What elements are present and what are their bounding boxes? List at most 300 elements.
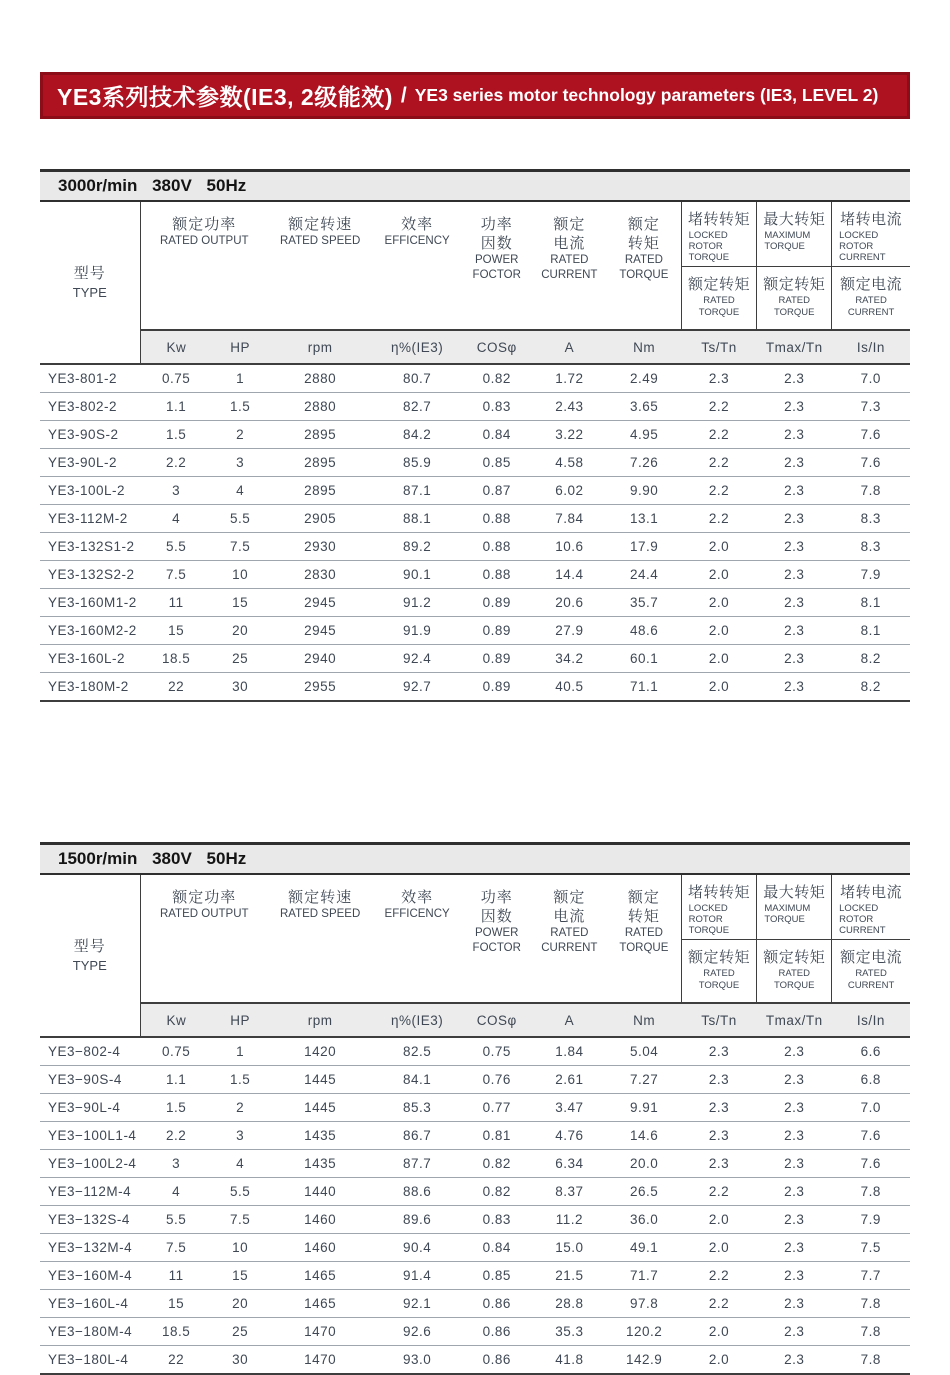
value-cell: 2.0 xyxy=(681,1206,757,1234)
value-cell: 20.6 xyxy=(532,589,608,617)
table-row xyxy=(40,645,910,673)
col-header-rated-torque: 额定 转矩 RATED TORQUE xyxy=(619,889,669,954)
value-cell: 2.3 xyxy=(757,617,832,645)
value-cell: 2.3 xyxy=(681,1122,757,1150)
value-cell: 0.77 xyxy=(462,1094,532,1122)
value-cell: 2895 xyxy=(268,449,372,477)
value-cell: 2.3 xyxy=(757,1318,832,1346)
section-title: 1500r/min 380V 50Hz xyxy=(58,849,247,868)
value-cell: 1.1 xyxy=(140,1066,212,1094)
value-cell: 2.49 xyxy=(607,364,681,393)
value-cell: 0.84 xyxy=(462,1234,532,1262)
value-cell: 0.82 xyxy=(462,1178,532,1206)
value-cell: 2930 xyxy=(268,533,372,561)
value-cell: 1.5 xyxy=(212,1066,268,1094)
value-cell: 8.3 xyxy=(832,505,910,533)
value-cell: 8.2 xyxy=(832,645,910,673)
value-cell: 4.76 xyxy=(532,1122,608,1150)
value-cell: 60.1 xyxy=(607,645,681,673)
value-cell: 36.0 xyxy=(607,1206,681,1234)
value-cell: 1470 xyxy=(268,1318,372,1346)
value-cell: 25 xyxy=(212,645,268,673)
page-title-chinese: YE3系列技术参数(IE3, 2级能效) xyxy=(57,84,393,110)
table-row xyxy=(40,1037,910,1066)
value-cell: 9.91 xyxy=(607,1094,681,1122)
col-header-locked-rotor-torque: 堵转转矩 LOCKED ROTOR TORQUE xyxy=(681,875,757,940)
col-header-ratio-rated-torque: 额定转矩 RATED TORQUE xyxy=(681,940,757,1004)
value-cell: 4.95 xyxy=(607,421,681,449)
model-cell: YE3-132S2-2 xyxy=(40,561,140,589)
value-cell: 4 xyxy=(212,1150,268,1178)
value-cell: 7.8 xyxy=(832,1318,910,1346)
value-cell: 1460 xyxy=(268,1206,372,1234)
value-cell: 2.2 xyxy=(681,421,757,449)
value-cell: 0.83 xyxy=(462,1206,532,1234)
value-cell: 2.3 xyxy=(681,1094,757,1122)
unit-ts-tn: Ts/Tn xyxy=(681,1003,757,1037)
value-cell: 14.4 xyxy=(532,561,608,589)
value-cell: 2.3 xyxy=(757,1234,832,1262)
title-separator: / xyxy=(400,83,407,107)
unit-rpm: rpm xyxy=(268,330,372,364)
value-cell: 87.7 xyxy=(372,1150,462,1178)
value-cell: 1470 xyxy=(268,1346,372,1375)
model-cell: YE3−802-4 xyxy=(40,1037,140,1066)
value-cell: 28.8 xyxy=(532,1290,608,1318)
col-header-rated-output: 额定功率 RATED OUTPUT xyxy=(159,889,249,920)
col-header-rated-current: 额定 电流 RATED CURRENT xyxy=(541,216,598,281)
value-cell: 35.7 xyxy=(607,589,681,617)
value-cell: 3.65 xyxy=(607,393,681,421)
value-cell: 5.04 xyxy=(607,1037,681,1066)
value-cell: 2.3 xyxy=(757,589,832,617)
table-row xyxy=(40,364,910,393)
value-cell: 0.85 xyxy=(462,1262,532,1290)
value-cell: 2.3 xyxy=(757,1346,832,1375)
value-cell: 2.0 xyxy=(681,645,757,673)
value-cell: 2905 xyxy=(268,505,372,533)
value-cell: 25 xyxy=(212,1318,268,1346)
value-cell: 5.5 xyxy=(140,533,212,561)
unit-ts-tn: Ts/Tn xyxy=(681,330,757,364)
value-cell: 92.6 xyxy=(372,1318,462,1346)
value-cell: 20 xyxy=(212,1290,268,1318)
model-cell: YE3-160M2-2 xyxy=(40,617,140,645)
value-cell: 4 xyxy=(140,1178,212,1206)
value-cell: 4 xyxy=(212,477,268,505)
value-cell: 34.2 xyxy=(532,645,608,673)
value-cell: 1435 xyxy=(268,1122,372,1150)
value-cell: 2.3 xyxy=(757,533,832,561)
col-header-type: 型号 TYPE xyxy=(40,875,140,1037)
page-title-english: YE3 series motor technology parameters (IE3, LEVEL 2) xyxy=(414,85,879,105)
value-cell: 1460 xyxy=(268,1234,372,1262)
section-title: 3000r/min 380V 50Hz xyxy=(58,176,247,195)
value-cell: 2.0 xyxy=(681,673,757,702)
model-cell: YE3-100L-2 xyxy=(40,477,140,505)
table-row xyxy=(40,1178,910,1206)
value-cell: 8.2 xyxy=(832,673,910,702)
col-header-locked-rotor-current: 堵转电流 LOCKED ROTOR CURRENT xyxy=(832,202,910,267)
value-cell: 8.1 xyxy=(832,589,910,617)
value-cell: 3 xyxy=(212,1122,268,1150)
value-cell: 30 xyxy=(212,673,268,702)
value-cell: 15 xyxy=(212,589,268,617)
value-cell: 20 xyxy=(212,617,268,645)
value-cell: 71.7 xyxy=(607,1262,681,1290)
value-cell: 7.6 xyxy=(832,1122,910,1150)
value-cell: 2.2 xyxy=(681,1262,757,1290)
value-cell: 2.0 xyxy=(681,1318,757,1346)
value-cell: 2.3 xyxy=(757,1066,832,1094)
col-header-locked-rotor-current: 堵转电流 LOCKED ROTOR CURRENT xyxy=(832,875,910,940)
value-cell: 10 xyxy=(212,561,268,589)
value-cell: 6.34 xyxy=(532,1150,608,1178)
value-cell: 2895 xyxy=(268,421,372,449)
value-cell: 0.86 xyxy=(462,1318,532,1346)
value-cell: 1.1 xyxy=(140,393,212,421)
value-cell: 0.88 xyxy=(462,533,532,561)
value-cell: 7.3 xyxy=(832,393,910,421)
value-cell: 82.7 xyxy=(372,393,462,421)
value-cell: 0.83 xyxy=(462,393,532,421)
value-cell: 13.1 xyxy=(607,505,681,533)
unit-is-in: Is/In xyxy=(832,1003,910,1037)
table-row xyxy=(40,589,910,617)
value-cell: 17.9 xyxy=(607,533,681,561)
value-cell: 91.4 xyxy=(372,1262,462,1290)
value-cell: 2.3 xyxy=(757,477,832,505)
table-row xyxy=(40,1318,910,1346)
value-cell: 8.3 xyxy=(832,533,910,561)
value-cell: 7.0 xyxy=(832,364,910,393)
unit-nm: Nm xyxy=(607,1003,681,1037)
value-cell: 26.5 xyxy=(607,1178,681,1206)
col-header-type: 型号 TYPE xyxy=(40,202,140,364)
value-cell: 84.2 xyxy=(372,421,462,449)
value-cell: 2.2 xyxy=(681,393,757,421)
value-cell: 97.8 xyxy=(607,1290,681,1318)
value-cell: 21.5 xyxy=(532,1262,608,1290)
unit-rpm: rpm xyxy=(268,1003,372,1037)
value-cell: 0.88 xyxy=(462,561,532,589)
model-cell: YE3-160M1-2 xyxy=(40,589,140,617)
col-header-efficiency: 效率 EFFICENCY xyxy=(384,889,450,920)
value-cell: 18.5 xyxy=(140,645,212,673)
unit-hp: HP xyxy=(212,1003,268,1037)
value-cell: 0.89 xyxy=(462,645,532,673)
table-row xyxy=(40,1150,910,1178)
value-cell: 18.5 xyxy=(140,1318,212,1346)
model-cell: YE3-801-2 xyxy=(40,364,140,393)
value-cell: 2.3 xyxy=(757,561,832,589)
value-cell: 2.3 xyxy=(681,1150,757,1178)
table-row xyxy=(40,1262,910,1290)
unit-tmax-tn: Tmax/Tn xyxy=(757,330,832,364)
model-cell: YE3-90S-2 xyxy=(40,421,140,449)
value-cell: 0.76 xyxy=(462,1066,532,1094)
value-cell: 6.8 xyxy=(832,1066,910,1094)
value-cell: 2880 xyxy=(268,393,372,421)
value-cell: 0.75 xyxy=(140,1037,212,1066)
value-cell: 7.0 xyxy=(832,1094,910,1122)
value-cell: 2945 xyxy=(268,589,372,617)
value-cell: 35.3 xyxy=(532,1318,608,1346)
model-cell: YE3−160L-4 xyxy=(40,1290,140,1318)
value-cell: 2830 xyxy=(268,561,372,589)
value-cell: 71.1 xyxy=(607,673,681,702)
value-cell: 2 xyxy=(212,1094,268,1122)
unit-nm: Nm xyxy=(607,330,681,364)
value-cell: 7.5 xyxy=(212,533,268,561)
value-cell: 7.8 xyxy=(832,1346,910,1375)
value-cell: 2895 xyxy=(268,477,372,505)
value-cell: 15 xyxy=(212,1262,268,1290)
unit-cos-phi: COSφ xyxy=(462,330,532,364)
value-cell: 7.9 xyxy=(832,561,910,589)
value-cell: 22 xyxy=(140,1346,212,1375)
value-cell: 1440 xyxy=(268,1178,372,1206)
value-cell: 6.02 xyxy=(532,477,608,505)
value-cell: 2940 xyxy=(268,645,372,673)
value-cell: 7.8 xyxy=(832,477,910,505)
value-cell: 2.2 xyxy=(681,1290,757,1318)
model-cell: YE3−180M-4 xyxy=(40,1318,140,1346)
value-cell: 1445 xyxy=(268,1066,372,1094)
value-cell: 84.1 xyxy=(372,1066,462,1094)
table-row xyxy=(40,561,910,589)
value-cell: 88.6 xyxy=(372,1178,462,1206)
value-cell: 1435 xyxy=(268,1150,372,1178)
title-banner xyxy=(40,72,910,119)
value-cell: 8.37 xyxy=(532,1178,608,1206)
value-cell: 2 xyxy=(212,421,268,449)
table-row xyxy=(40,1066,910,1094)
value-cell: 88.1 xyxy=(372,505,462,533)
value-cell: 7.6 xyxy=(832,449,910,477)
value-cell: 0.81 xyxy=(462,1122,532,1150)
table-row xyxy=(40,533,910,561)
value-cell: 0.86 xyxy=(462,1346,532,1375)
model-cell: YE3-160L-2 xyxy=(40,645,140,673)
value-cell: 1445 xyxy=(268,1094,372,1122)
value-cell: 22 xyxy=(140,673,212,702)
value-cell: 92.7 xyxy=(372,673,462,702)
value-cell: 90.1 xyxy=(372,561,462,589)
value-cell: 7.6 xyxy=(832,421,910,449)
value-cell: 2880 xyxy=(268,364,372,393)
value-cell: 30 xyxy=(212,1346,268,1375)
value-cell: 2.3 xyxy=(757,1150,832,1178)
value-cell: 2.0 xyxy=(681,1234,757,1262)
value-cell: 48.6 xyxy=(607,617,681,645)
col-header-ratio-rated-torque: 额定转矩 RATED TORQUE xyxy=(757,267,832,331)
value-cell: 10.6 xyxy=(532,533,608,561)
value-cell: 91.9 xyxy=(372,617,462,645)
value-cell: 10 xyxy=(212,1234,268,1262)
value-cell: 7.5 xyxy=(832,1234,910,1262)
value-cell: 2.3 xyxy=(681,1066,757,1094)
value-cell: 8.1 xyxy=(832,617,910,645)
value-cell: 49.1 xyxy=(607,1234,681,1262)
value-cell: 4 xyxy=(140,505,212,533)
spec-table-1500rpm xyxy=(40,842,910,1375)
value-cell: 0.88 xyxy=(462,505,532,533)
value-cell: 1.84 xyxy=(532,1037,608,1066)
unit-tmax-tn: Tmax/Tn xyxy=(757,1003,832,1037)
value-cell: 7.5 xyxy=(140,561,212,589)
value-cell: 2.3 xyxy=(681,1037,757,1066)
table-row xyxy=(40,1290,910,1318)
col-header-maximum-torque: 最大转矩 MAXIMUM TORQUE xyxy=(757,875,832,940)
parameters-table xyxy=(40,202,910,702)
value-cell: 2.61 xyxy=(532,1066,608,1094)
value-cell: 142.9 xyxy=(607,1346,681,1375)
value-cell: 0.87 xyxy=(462,477,532,505)
model-cell: YE3−100L2-4 xyxy=(40,1150,140,1178)
value-cell: 2.3 xyxy=(757,1262,832,1290)
table-row xyxy=(40,1094,910,1122)
value-cell: 3 xyxy=(140,477,212,505)
value-cell: 2.3 xyxy=(757,393,832,421)
table-row xyxy=(40,1206,910,1234)
table-row xyxy=(40,393,910,421)
value-cell: 7.5 xyxy=(212,1206,268,1234)
value-cell: 85.3 xyxy=(372,1094,462,1122)
model-cell: YE3−100L1-4 xyxy=(40,1122,140,1150)
units-row xyxy=(40,330,910,364)
spec-table-3000rpm xyxy=(40,169,910,702)
value-cell: 3 xyxy=(140,1150,212,1178)
model-cell: YE3−90S-4 xyxy=(40,1066,140,1094)
value-cell: 0.86 xyxy=(462,1290,532,1318)
value-cell: 27.9 xyxy=(532,617,608,645)
value-cell: 2.3 xyxy=(757,673,832,702)
value-cell: 2.3 xyxy=(757,449,832,477)
col-header-maximum-torque: 最大转矩 MAXIMUM TORQUE xyxy=(757,202,832,267)
col-header-rated-speed: 额定转速 RATED SPEED xyxy=(279,216,361,247)
value-cell: 4.58 xyxy=(532,449,608,477)
table-row xyxy=(40,449,910,477)
value-cell: 2.3 xyxy=(757,1122,832,1150)
value-cell: 7.8 xyxy=(832,1290,910,1318)
col-header-ratio-rated-current: 额定电流 RATED CURRENT xyxy=(832,267,910,331)
unit-cos-phi: COSφ xyxy=(462,1003,532,1037)
value-cell: 2.2 xyxy=(140,1122,212,1150)
value-cell: 80.7 xyxy=(372,364,462,393)
value-cell: 1420 xyxy=(268,1037,372,1066)
value-cell: 2.43 xyxy=(532,393,608,421)
value-cell: 20.0 xyxy=(607,1150,681,1178)
value-cell: 2945 xyxy=(268,617,372,645)
col-header-ratio-rated-torque: 额定转矩 RATED TORQUE xyxy=(681,267,757,331)
value-cell: 2.2 xyxy=(681,477,757,505)
value-cell: 90.4 xyxy=(372,1234,462,1262)
value-cell: 2.2 xyxy=(681,505,757,533)
col-header-rated-output: 额定功率 RATED OUTPUT xyxy=(159,216,249,247)
model-cell: YE3−132S-4 xyxy=(40,1206,140,1234)
value-cell: 11 xyxy=(140,1262,212,1290)
value-cell: 1 xyxy=(212,1037,268,1066)
model-cell: YE3-90L-2 xyxy=(40,449,140,477)
value-cell: 2.3 xyxy=(757,1037,832,1066)
value-cell: 2.3 xyxy=(757,1178,832,1206)
value-cell: 7.6 xyxy=(832,1150,910,1178)
value-cell: 6.6 xyxy=(832,1037,910,1066)
value-cell: 2.2 xyxy=(681,1178,757,1206)
value-cell: 7.84 xyxy=(532,505,608,533)
model-cell: YE3-802-2 xyxy=(40,393,140,421)
value-cell: 1.72 xyxy=(532,364,608,393)
table-row xyxy=(40,477,910,505)
value-cell: 93.0 xyxy=(372,1346,462,1375)
value-cell: 0.89 xyxy=(462,673,532,702)
col-header-power-factor: 功率 因数 POWER FOCTOR xyxy=(472,216,521,281)
value-cell: 14.6 xyxy=(607,1122,681,1150)
col-header-rated-current: 额定 电流 RATED CURRENT xyxy=(541,889,598,954)
col-header-power-factor: 功率 因数 POWER FOCTOR xyxy=(472,889,521,954)
value-cell: 0.82 xyxy=(462,364,532,393)
value-cell: 1 xyxy=(212,364,268,393)
value-cell: 2.2 xyxy=(681,449,757,477)
value-cell: 0.89 xyxy=(462,589,532,617)
col-header-efficiency: 效率 EFFICENCY xyxy=(384,216,450,247)
value-cell: 40.5 xyxy=(532,673,608,702)
value-cell: 15 xyxy=(140,1290,212,1318)
value-cell: 7.27 xyxy=(607,1066,681,1094)
value-cell: 9.90 xyxy=(607,477,681,505)
value-cell: 0.89 xyxy=(462,617,532,645)
value-cell: 2955 xyxy=(268,673,372,702)
value-cell: 0.75 xyxy=(140,364,212,393)
value-cell: 2.0 xyxy=(681,533,757,561)
value-cell: 15.0 xyxy=(532,1234,608,1262)
value-cell: 2.0 xyxy=(681,589,757,617)
value-cell: 1.5 xyxy=(140,421,212,449)
unit-ampere: A xyxy=(532,330,608,364)
value-cell: 0.75 xyxy=(462,1037,532,1066)
value-cell: 0.82 xyxy=(462,1150,532,1178)
value-cell: 3.22 xyxy=(532,421,608,449)
col-header-rated-speed: 额定转速 RATED SPEED xyxy=(279,889,361,920)
value-cell: 85.9 xyxy=(372,449,462,477)
unit-kw: Kw xyxy=(140,1003,212,1037)
value-cell: 120.2 xyxy=(607,1318,681,1346)
value-cell: 5.5 xyxy=(140,1206,212,1234)
unit-efficiency: η%(IE3) xyxy=(372,330,462,364)
value-cell: 7.9 xyxy=(832,1206,910,1234)
value-cell: 2.3 xyxy=(757,1094,832,1122)
value-cell: 2.0 xyxy=(681,617,757,645)
value-cell: 87.1 xyxy=(372,477,462,505)
value-cell: 0.84 xyxy=(462,421,532,449)
model-cell: YE3−132M-4 xyxy=(40,1234,140,1262)
value-cell: 3 xyxy=(212,449,268,477)
unit-kw: Kw xyxy=(140,330,212,364)
value-cell: 2.3 xyxy=(757,421,832,449)
value-cell: 82.5 xyxy=(372,1037,462,1066)
value-cell: 3.47 xyxy=(532,1094,608,1122)
col-header-ratio-rated-torque: 额定转矩 RATED TORQUE xyxy=(757,940,832,1004)
value-cell: 24.4 xyxy=(607,561,681,589)
value-cell: 1465 xyxy=(268,1290,372,1318)
value-cell: 89.2 xyxy=(372,533,462,561)
value-cell: 2.3 xyxy=(757,364,832,393)
col-header-rated-torque: 额定 转矩 RATED TORQUE xyxy=(619,216,669,281)
units-row xyxy=(40,1003,910,1037)
unit-efficiency: η%(IE3) xyxy=(372,1003,462,1037)
table-row xyxy=(40,1122,910,1150)
